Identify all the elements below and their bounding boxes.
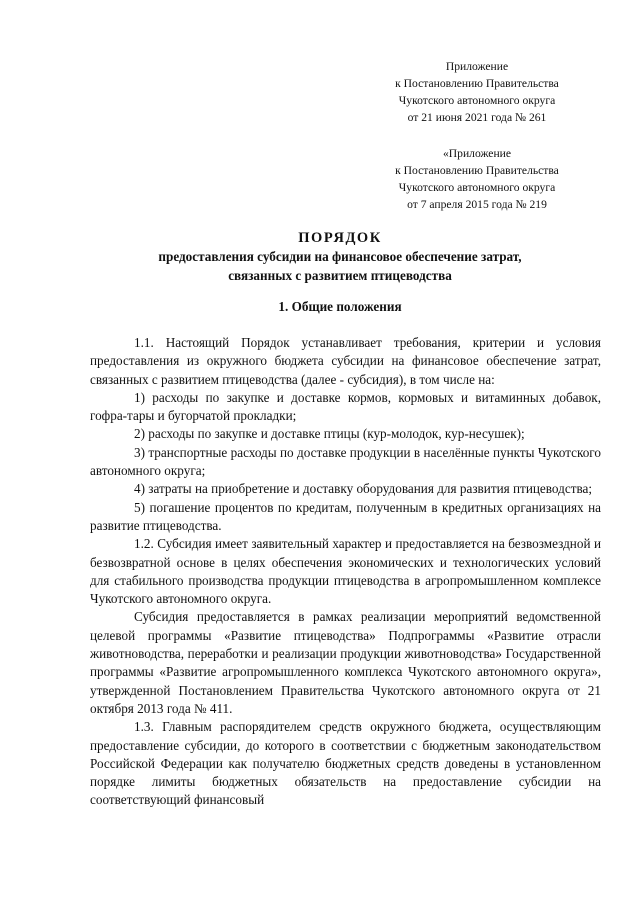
appendix-line: Чукотского автономного округа (398, 181, 556, 194)
paragraph: Субсидия предоставляется в рамках реализации мероприятий ведомственной целевой программы «Развитие птицеводства» Подпрограммы «Развитие отрасли животноводства, переработки и реализации продукции животноводства» Государственной программы «Развитие агропромышленного комплекса Чукотского автономного округа», утвержденной Постановлением Правительства Чукотского автономного округа от 21 октября 2013 года № 411. (90, 609, 601, 716)
document-title: ПОРЯДОК (298, 230, 382, 246)
document-title-block (90, 228, 590, 285)
section-heading: 1. Общие положения (278, 299, 402, 314)
appendix-line: к Постановлению Правительства (395, 77, 559, 90)
paragraph: 1) расходы по закупке и доставке кормов, кормовых и витаминных добавок, гофра-тары и бугорчатой прокладки; (90, 389, 601, 424)
paragraph: 2) расходы по закупке и доставке птицы (кур-молодок, кур-несушек); (134, 426, 525, 442)
paragraph: 4) затраты на приобретение и доставку оборудования для развития птицеводства; (134, 481, 593, 497)
appendix-line: от 7 апреля 2015 года № 219 (407, 198, 547, 211)
paragraph: 3) транспортные расходы по доставке продукции в населённые пункты Чукотского автономного округа; (90, 444, 601, 479)
appendix-line: от 21 июня 2021 года № 261 (407, 111, 547, 124)
paragraph: 1.1. Настоящий Порядок устанавливает требования, критерии и условия предоставления из окружного бюджета субсидии на финансовое обеспечение затрат, связанных с развитием птицеводства (далее - субсидия), в том числе на: (90, 335, 601, 387)
document-subtitle-line: предоставления субсидии на финансовое обеспечение затрат, (158, 249, 522, 264)
document-subtitle-line: связанных с развитием птицеводства (228, 267, 452, 283)
paragraph: 5) погашение процентов по кредитам, полученным в кредитных организациях на развитие птицеводства. (90, 499, 601, 533)
document-body (90, 334, 601, 810)
appendix-current-header (362, 58, 592, 126)
appendix-original-header (362, 145, 592, 213)
appendix-line: Чукотского автономного округа (398, 94, 556, 107)
appendix-line: «Приложение (442, 147, 512, 160)
paragraph: 1.3. Главным распорядителем средств окружного бюджета, осуществляющим предоставление субсидии, до которого в соответствии с бюджетным законодательством Российской Федерации как получателю бюджетных средств доведены в установленном порядке лимиты бюджетных обязательств на предоставление субсидии на соответствующий финансовый (90, 719, 601, 808)
appendix-line: к Постановлению Правительства (395, 164, 559, 177)
paragraph: 1.2. Субсидия имеет заявительный характер и предоставляется на безвозмездной и безвозвратной основе в целях обеспечения экономических и технологических условий для стабильного производства продукции птицеводства в агропромышленном комплексе Чукотского автономного округа. (90, 536, 601, 607)
appendix-line: Приложение (445, 60, 509, 73)
